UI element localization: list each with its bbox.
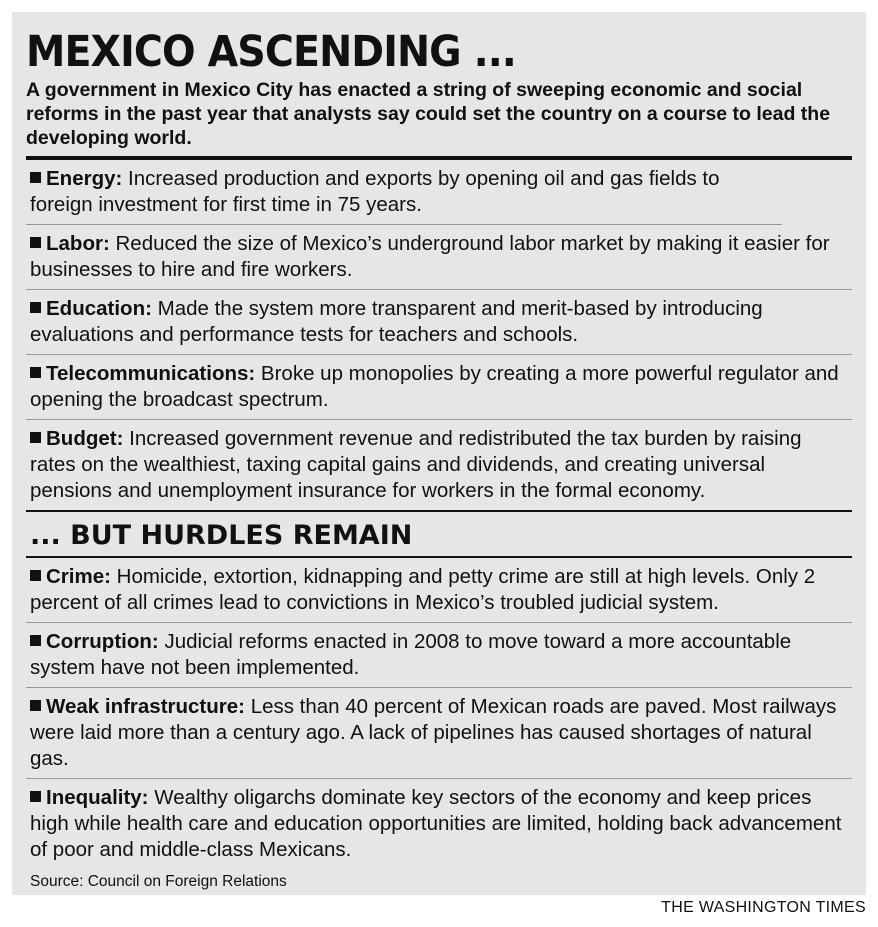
item-text: Wealthy oligarchs dominate key sectors of the economy and keep prices high while health care and education opportunities are limited, holding back advancement of poor and middle-class Mexicans. (30, 786, 842, 861)
square-bullet-icon (30, 172, 41, 183)
intro-text: A government in Mexico City has enacted a string of sweeping economic and social reforms in the past year that analysts say could set the country on a course to lead the developing world. (26, 79, 831, 149)
item-text: Judicial reforms enacted in 2008 to move toward a more accountable system have not been implemented. (30, 630, 792, 679)
page-title: MEXICO ASCENDING ... (26, 27, 516, 77)
square-bullet-icon (30, 367, 41, 378)
source-note: Source: Council on Foreign Relations (30, 873, 287, 890)
item-heading: Corruption: (46, 630, 159, 653)
item-text: Homicide, extortion, kidnapping and petty crime are still at high levels. Only 2 percent of all crimes lead to convictions in Mexico’s troubled judicial system. (30, 565, 816, 614)
square-bullet-icon (30, 237, 41, 248)
section-heading: ... BUT HURDLES REMAIN (26, 510, 852, 558)
list-item (26, 558, 852, 623)
hurdles-list (26, 558, 852, 869)
infographic-panel (12, 12, 866, 895)
item-heading: Weak infrastructure: (46, 695, 245, 718)
list-item (26, 779, 852, 869)
list-item (26, 688, 852, 779)
square-bullet-icon (30, 635, 41, 646)
item-text: Reduced the size of Mexico’s underground labor market by making it easier for businesses to hire and fire workers. (30, 232, 830, 281)
item-heading: Crime: (46, 565, 111, 588)
item-text: Increased production and exports by opening oil and gas fields to foreign investment for first time in 75 years. (30, 167, 720, 216)
item-heading: Inequality: (46, 786, 149, 809)
square-bullet-icon (30, 700, 41, 711)
list-item (26, 623, 852, 688)
square-bullet-icon (30, 302, 41, 313)
list-item (26, 290, 852, 355)
list-item (26, 160, 782, 225)
item-heading: Budget: (46, 427, 124, 450)
item-text: Made the system more transparent and merit-based by introducing evaluations and performance tests for teachers and schools. (30, 297, 763, 346)
list-item (26, 225, 852, 290)
square-bullet-icon (30, 570, 41, 581)
item-heading: Energy: (46, 167, 123, 190)
item-heading: Telecommunications: (46, 362, 256, 385)
item-heading: Labor: (46, 232, 110, 255)
square-bullet-icon (30, 432, 41, 443)
list-item (26, 355, 852, 420)
list-item (26, 420, 852, 510)
square-bullet-icon (30, 791, 41, 802)
publisher-credit: THE WASHINGTON TIMES (661, 899, 866, 916)
item-text: Broke up monopolies by creating a more powerful regulator and opening the broadcast spectrum. (30, 362, 839, 411)
reforms-list (26, 160, 852, 510)
item-text: Less than 40 percent of Mexican roads are paved. Most railways were laid more than a century ago. A lack of pipelines has caused shortages of natural gas. (30, 695, 837, 770)
item-text: Increased government revenue and redistributed the tax burden by raising rates on the wealthiest, taxing capital gains and dividends, and creating universal pensions and unemployment insurance for workers in the formal economy. (30, 427, 802, 502)
item-heading: Education: (46, 297, 152, 320)
